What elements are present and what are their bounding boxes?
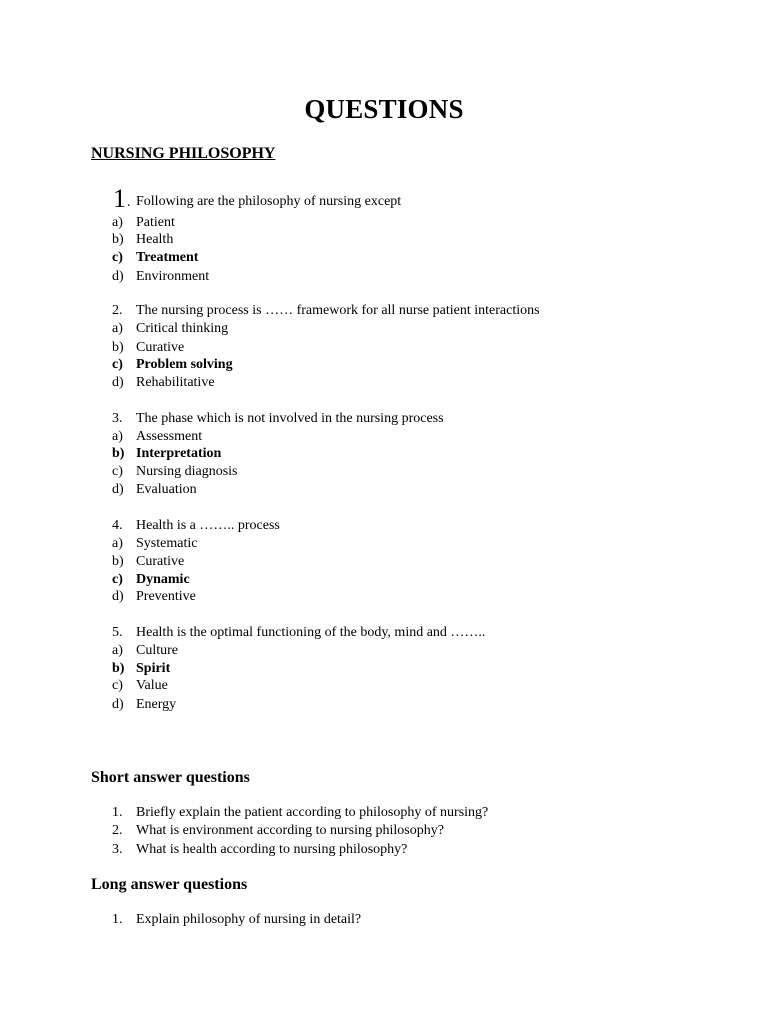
option-text: Evaluation (136, 482, 197, 497)
option-text: Culture (136, 643, 178, 658)
option-mark: d) (112, 269, 124, 284)
option-mark: a) (112, 429, 123, 444)
option-mark: a) (112, 321, 123, 336)
option-text: Systematic (136, 536, 198, 551)
option-mark: b) (112, 554, 124, 569)
option-text: Environment (136, 269, 210, 284)
item-text: Briefly explain the patient according to philosophy of nursing? (136, 805, 489, 820)
option-text: Patient (136, 215, 175, 230)
question-1-dot: . (127, 195, 131, 210)
item-number: 1. (112, 912, 123, 927)
option-text: Spirit (136, 661, 171, 676)
option-text: Dynamic (136, 572, 190, 587)
option-mark: d) (112, 482, 124, 497)
option-text: Health (136, 232, 174, 247)
item-number: 1. (112, 805, 123, 820)
option-mark: c) (112, 464, 123, 479)
question-text: The phase which is not involved in the nursing process (136, 411, 444, 426)
option-text: Assessment (136, 429, 203, 444)
option-mark: a) (112, 536, 123, 551)
question-1-number: 1 (113, 184, 126, 213)
option-mark: c) (112, 678, 123, 693)
short-answer-heading: Short answer questions (91, 769, 250, 786)
item-text: Explain philosophy of nursing in detail? (136, 912, 362, 927)
option-text: Energy (136, 697, 177, 712)
option-mark: c) (112, 250, 123, 265)
option-mark: d) (112, 589, 124, 604)
option-text: Preventive (136, 589, 196, 604)
option-mark: d) (112, 375, 124, 390)
question-number: 2. (112, 303, 123, 318)
item-number: 2. (112, 823, 123, 838)
item-text: What is health according to nursing philosophy? (136, 842, 408, 857)
option-text: Problem solving (136, 357, 233, 372)
option-mark: d) (112, 697, 124, 712)
option-text: Value (136, 678, 168, 693)
option-text: Interpretation (136, 446, 222, 461)
option-text: Curative (136, 554, 185, 569)
option-text: Treatment (136, 250, 199, 265)
option-text: Rehabilitative (136, 375, 215, 390)
question-1-text: Following are the philosophy of nursing except (136, 194, 402, 209)
question-text: The nursing process is …… framework for all nurse patient interactions (136, 303, 540, 318)
option-mark: a) (112, 215, 123, 230)
option-mark: a) (112, 643, 123, 658)
question-number: 4. (112, 518, 123, 533)
option-mark: b) (112, 661, 125, 676)
option-mark: b) (112, 446, 125, 461)
long-answer-heading: Long answer questions (91, 876, 248, 893)
option-mark: c) (112, 572, 123, 587)
page-title: QUESTIONS (304, 94, 464, 124)
item-text: What is environment according to nursing philosophy? (136, 823, 444, 838)
option-text: Curative (136, 340, 185, 355)
option-text: Critical thinking (136, 321, 229, 336)
question-number: 5. (112, 625, 123, 640)
item-number: 3. (112, 842, 123, 857)
option-mark: b) (112, 232, 124, 247)
option-mark: b) (112, 340, 124, 355)
option-mark: c) (112, 357, 123, 372)
option-text: Nursing diagnosis (136, 464, 238, 479)
question-text: Health is the optimal functioning of the body, mind and …….. (136, 625, 486, 640)
section-heading: NURSING PHILOSOPHY (91, 145, 276, 162)
question-text: Health is a …….. process (136, 518, 280, 533)
question-number: 3. (112, 411, 123, 426)
